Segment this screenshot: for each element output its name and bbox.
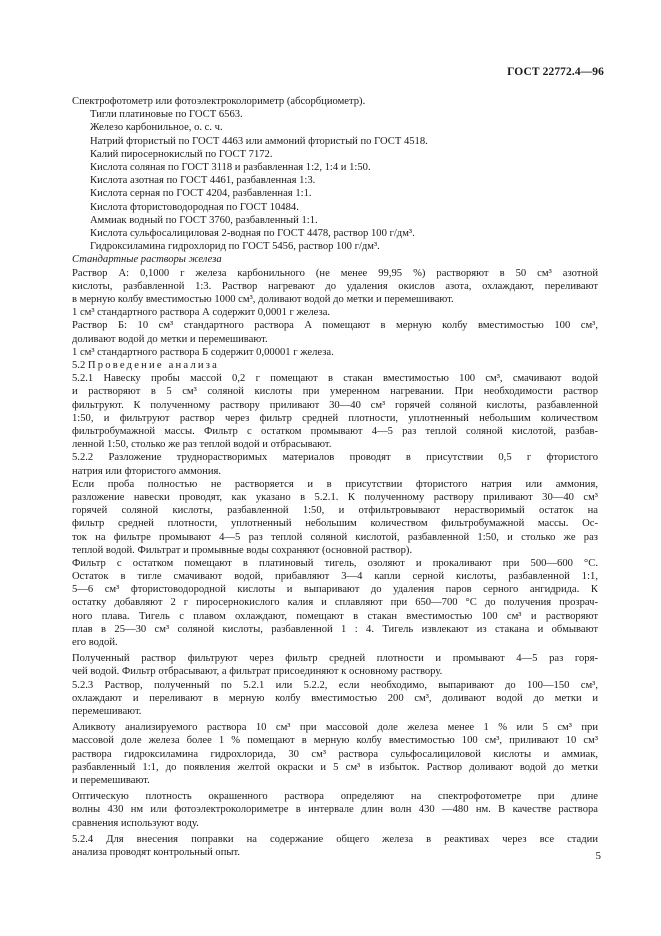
list-item: Калий пиросернокислый по ГОСТ 7172. (90, 148, 273, 160)
list-item: Кислота фтористоводородная по ГОСТ 10484. (90, 201, 299, 213)
list-item: Аммиак водный по ГОСТ 3760, разбавленный 1:1. (90, 214, 318, 226)
list-item: Спектрофотометр или фотоэлектроколориметр (абсорбциометр). (72, 96, 366, 107)
paragraph-solution-a: Раствор А: 0,1000 г железа карбонильного (не менее 99,95 %) растворяют в 50 см³ азотной кислоты, разбавленной 1:3. Раствор нагревают до удаления окислов азота, охлаждают, переливают в мерную колбу вместимостью 1000 см³, доливают водой до метки и перемешивают. (72, 267, 598, 306)
standard-number: ГОСТ 22772.4—96 (507, 66, 604, 78)
list-item: Железо карбонильное, о. с. ч. (90, 122, 223, 134)
list-item: Натрий фтористый по ГОСТ 4463 или аммоний фтористый по ГОСТ 4518. (90, 135, 428, 147)
standard-solutions-heading: Стандартные растворы железа (72, 254, 222, 266)
list-item: Кислота серная по ГОСТ 4204, разбавленная 1:1. (90, 188, 312, 200)
paragraph-5-2-2-d: Полученный раствор фильтруют через фильтр средней плотности и промывают 4—5 раз горя- чей водой. Фильтр отбрасывают, а фильтрат присоединяют к основному раствору. (72, 653, 598, 678)
list-item: Кислота азотная по ГОСТ 4461, разбавленная 1:3. (90, 175, 316, 187)
paragraph-5-2-3-b: Аликвоту анализируемого раствора 10 см³ при массовой доле железа менее 1 % или 5 см³ при массовой доле железа более 1 % помещают в мерную колбу вместимостью 100 см³, приливают 10 см³ раствора гидроксиламина гидрохлорида, 30 см³ раствора сульфосалициловой кислоты и аммиак, разбавленный 1:1, до появления желтой окраски и 5 см³ в избыток. Раствор доливают водой до метки и перемешивают. (72, 722, 598, 786)
paragraph-5-2-2-b: Если проба полностью не растворяется и в присутствии фтористого натрия или аммония, разложение навески проводят, как указано в 5.2.1. К полученному раствору приливают 30—40 см³ горячей соляной кислоты, разбавленной 1:50, и отфильтровывают нерастворимый остаток на фильтр средней плотности, уплотненный небольшим количеством фильтробумажной массы. Ос- ток на фильтре промывают 4—5 раз теплой соляной кислотой, разбавленной 1:50, и столько же раз теплой водой. Фильтрат и промывные воды сохраняют (основной раствор). (72, 478, 598, 556)
paragraph-solution-b-note: 1 см³ стандартного раствора Б содержит 0,00001 г железа. (72, 346, 334, 358)
paragraph-solution-a-note: 1 см³ стандартного раствора А содержит 0,0001 г железа. (72, 307, 331, 319)
equipment-list (72, 95, 598, 253)
page-number: 5 (595, 850, 601, 862)
list-item: Гидроксиламина гидрохлорид по ГОСТ 5456, раствор 100 г/дм³. (90, 241, 380, 253)
document-body (72, 95, 598, 859)
section-heading-5-2: 5.2 Проведение анализа (72, 360, 220, 372)
paragraph-5-2-3-c: Оптическую плотность окрашенного раствора определяют на спектрофотометре при длине волны 430 нм или фотоэлектроколориметре в интервале длин волн 430 —480 нм. В качестве раствора сравнения используют воду. (72, 791, 598, 829)
paragraph-5-2-2-c: Фильтр с остатком помещают в платиновый тигель, озоляют и прокаливают при 500—600 °С. Остаток в тигле смачивают водой, прибавляют 3—4 капли серной кислоты, разбавленной 1:1, 5—6 см³ фтористоводородной кислоты и выпаривают до удаления паров серного ангидрида. К остатку добавляют 2 г пиросернокислого калия и сплавляют при 650—700 °С до получения прозрач- ного плава. Тигель с плавом охлаждают, помещают в стакан вместимостью 100 см³ и растворяют плав в 25—30 см³ соляной кислоты, разбавленной 1 : 4. Тигель извлекают из стакана и обмывают его водой. (72, 557, 598, 649)
list-item: Тигли платиновые по ГОСТ 6563. (90, 109, 243, 121)
paragraph-solution-b: Раствор Б: 10 см³ стандартного раствора А помещают в мерную колбу вместимостью 100 см³, доливают водой до метки и перемешивают. (72, 320, 598, 345)
list-item: Кислота соляная по ГОСТ 3118 и разбавленная 1:2, 1:4 и 1:50. (90, 162, 371, 174)
paragraph-5-2-1: 5.2.1 Навеску пробы массой 0,2 г помещают в стакан вместимостью 100 см³, смачивают водой и растворяют в 5 см³ соляной кислоты при умеренном нагревании. При необходимости раствор фильтруют. К полученному раствору приливают 30—40 см³ горячей соляной кислоты, разбавленной 1:50, и фильтруют раствор через фильтр средней плотности, уплотненный небольшим количеством фильтробумажной массы. Фильтр с остатком промывают 4—5 раз теплой соляной кислотой, разбав- ленной 1:50, столько же раз теплой водой и отбрасывают. (72, 373, 598, 451)
paragraph-5-2-4: 5.2.4 Для внесения поправки на содержание общего железа в реактивах через все стадии анализа проводят контрольный опыт. (72, 833, 598, 858)
paragraph-5-2-2: 5.2.2 Разложение труднорастворимых материалов проводят в присутствии 0,5 г фтористого натрия или фтористого аммония. (72, 452, 598, 477)
list-item: Кислота сульфосалициловая 2-водная по ГОСТ 4478, раствор 100 г/дм³. (90, 228, 415, 240)
paragraph-5-2-3: 5.2.3 Раствор, полученный по 5.2.1 или 5.2.2, если необходимо, выпаривают до 100—150 см³, охлаждают и переливают в мерную колбу вместимостью 200 см³, доливают водой до метки и перемешивают. (72, 679, 598, 717)
